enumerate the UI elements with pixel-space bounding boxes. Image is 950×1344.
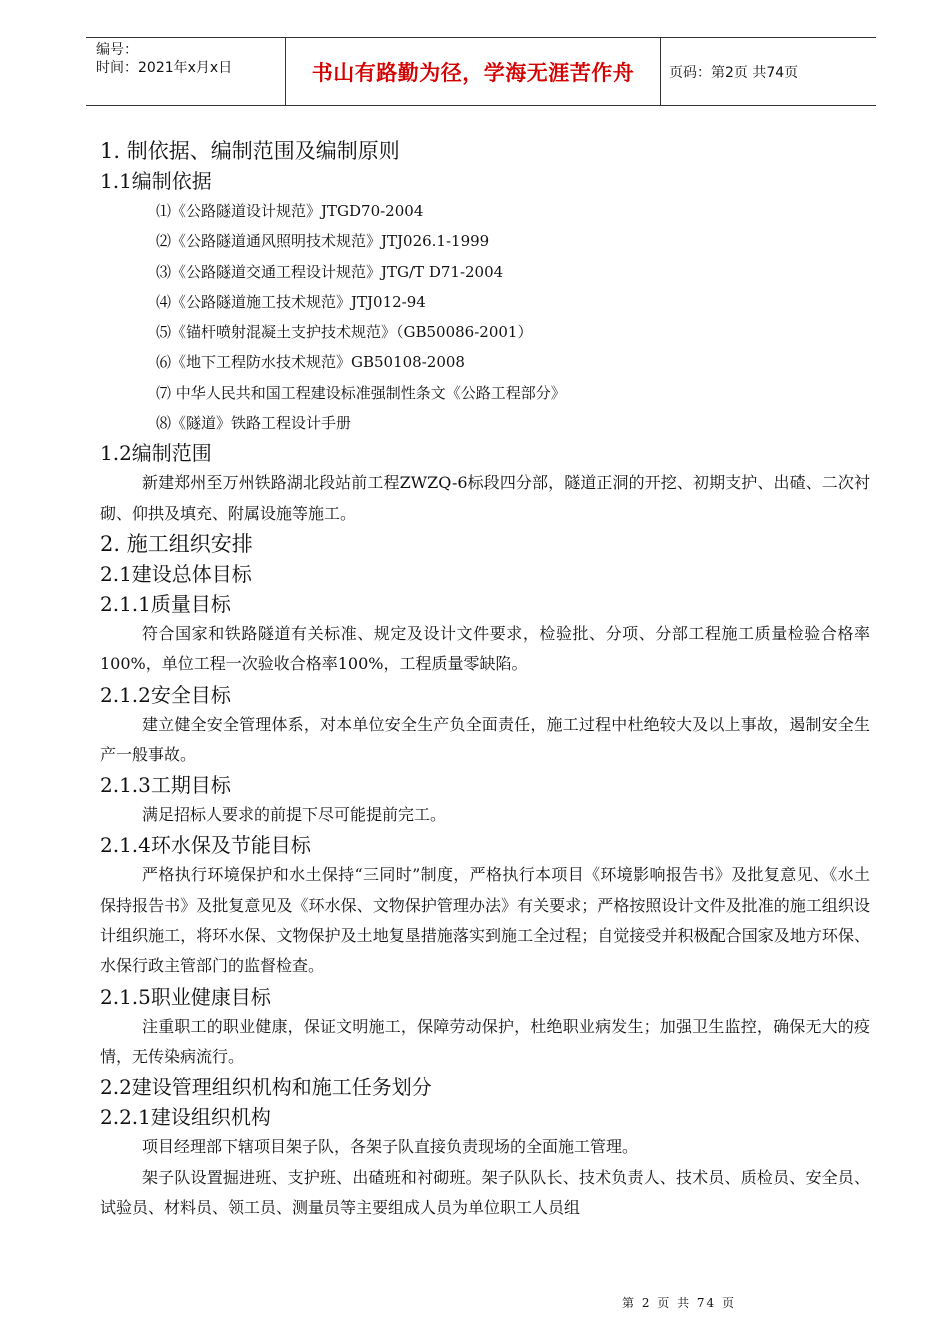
- section-2-1-4-title: 2.1.4环水保及节能目标: [100, 833, 311, 858]
- section-2-1-5-text: 注重职工的职业健康，保证文明施工，保障劳动保护，杜绝职业病发生；加强卫生监控，确保无大的疫情，无传染病流行。: [100, 1016, 870, 1066]
- page-header: [86, 37, 876, 106]
- page-footer: 第 2 页 共 74 页: [622, 1296, 736, 1310]
- list-item: ⑺ 中华人民共和国工程建设标准强制性条文《公路工程部分》: [156, 383, 566, 402]
- section-2-2-1-text: 项目经理部下辖项目架子队，各架子队直接负责现场的全面施工管理。: [142, 1137, 639, 1157]
- section-1-1-title: 1.1编制依据: [100, 169, 212, 193]
- section-1-title: 1. 制依据、编制范围及编制原则: [100, 139, 400, 163]
- document-body: [100, 136, 870, 1223]
- section-2-1-3-text: 满足招标人要求的前提下尽可能提前完工。: [142, 805, 447, 825]
- list-item: ⑻《隧道》铁路工程设计手册: [156, 414, 352, 433]
- section-2-1-2-text: 建立健全安全管理体系，对本单位安全生产负全面责任，施工过程中杜绝较大及以上事故，遏制安全生产一般事故。: [100, 714, 870, 764]
- list-item: ⑷《公路隧道施工技术规范》JTJ012-94: [156, 292, 426, 311]
- section-2-2-title: 2.2建设管理组织机构和施工任务划分: [100, 1075, 432, 1100]
- section-1-2-title: 1.2编制范围: [100, 441, 212, 466]
- section-2-1-title: 2.1建设总体目标: [100, 561, 252, 586]
- reference-list: [100, 196, 870, 438]
- time-label: 时间：2021年x月x日: [96, 60, 233, 76]
- motto: 书山有路勤为径，学海无涯苦作舟: [286, 38, 661, 105]
- section-1-2-text: 新建郑州至万州铁路湖北段站前工程ZWZQ-6标段四分部，隧道正洞的开挖、初期支护、出碴、二次衬砌、仰拱及填充、附属设施等施工。: [100, 473, 870, 523]
- list-item: ⑸《锚杆喷射混凝土支护技术规范》（GB50086-2001）: [156, 323, 533, 342]
- list-item: ⑴《公路隧道设计规范》JTGD70-2004: [156, 202, 424, 220]
- section-2-2-1-text: 架子队设置掘进班、支护班、出碴班和衬砌班。架子队队长、技术负责人、技术员、质检员、安全员、试验员、材料员、领工员、测量员等主要组成人员为单位职工人员组: [100, 1167, 870, 1217]
- section-2-2-1-title: 2.2.1建设组织机构: [100, 1105, 271, 1130]
- page-info: 页码：第2页 共74页: [669, 64, 799, 81]
- list-item: ⑹《地下工程防水技术规范》GB50108-2008: [156, 353, 465, 372]
- number-label: 编号：: [96, 42, 138, 58]
- section-2-1-1-text: 符合国家和铁路隧道有关标准、规定及设计文件要求，检验批、分项、分部工程施工质量检验合格率100%，单位工程一次验收合格率100%，工程质量零缺陷。: [100, 623, 870, 674]
- header-meta: [86, 38, 286, 105]
- section-2-1-1-title: 2.1.1质量目标: [100, 591, 231, 616]
- section-2-title: 2. 施工组织安排: [100, 531, 253, 556]
- list-item: ⑵《公路隧道通风照明技术规范》JTJ026.1-1999: [156, 232, 490, 251]
- section-2-1-3-title: 2.1.3工期目标: [100, 773, 231, 798]
- section-2-1-4-text: 严格执行环境保护和水土保持“三同时”制度，严格执行本项目《环境影响报告书》及批复意见、《水土保持报告书》及批复意见及《环水保、文物保护管理办法》有关要求；严格按照设计文件及批准的施工组织设计组织施工，将环水保、文物保护及土地复垦措施落实到施工全过程；自觉接受并积极配合国家及地方环保、水保行政主管部门的监督检查。: [100, 865, 870, 976]
- section-2-1-5-title: 2.1.5职业健康目标: [100, 984, 271, 1009]
- list-item: ⑶《公路隧道交通工程设计规范》JTG/T D71-2004: [156, 262, 504, 281]
- section-2-1-2-title: 2.1.2安全目标: [100, 682, 231, 707]
